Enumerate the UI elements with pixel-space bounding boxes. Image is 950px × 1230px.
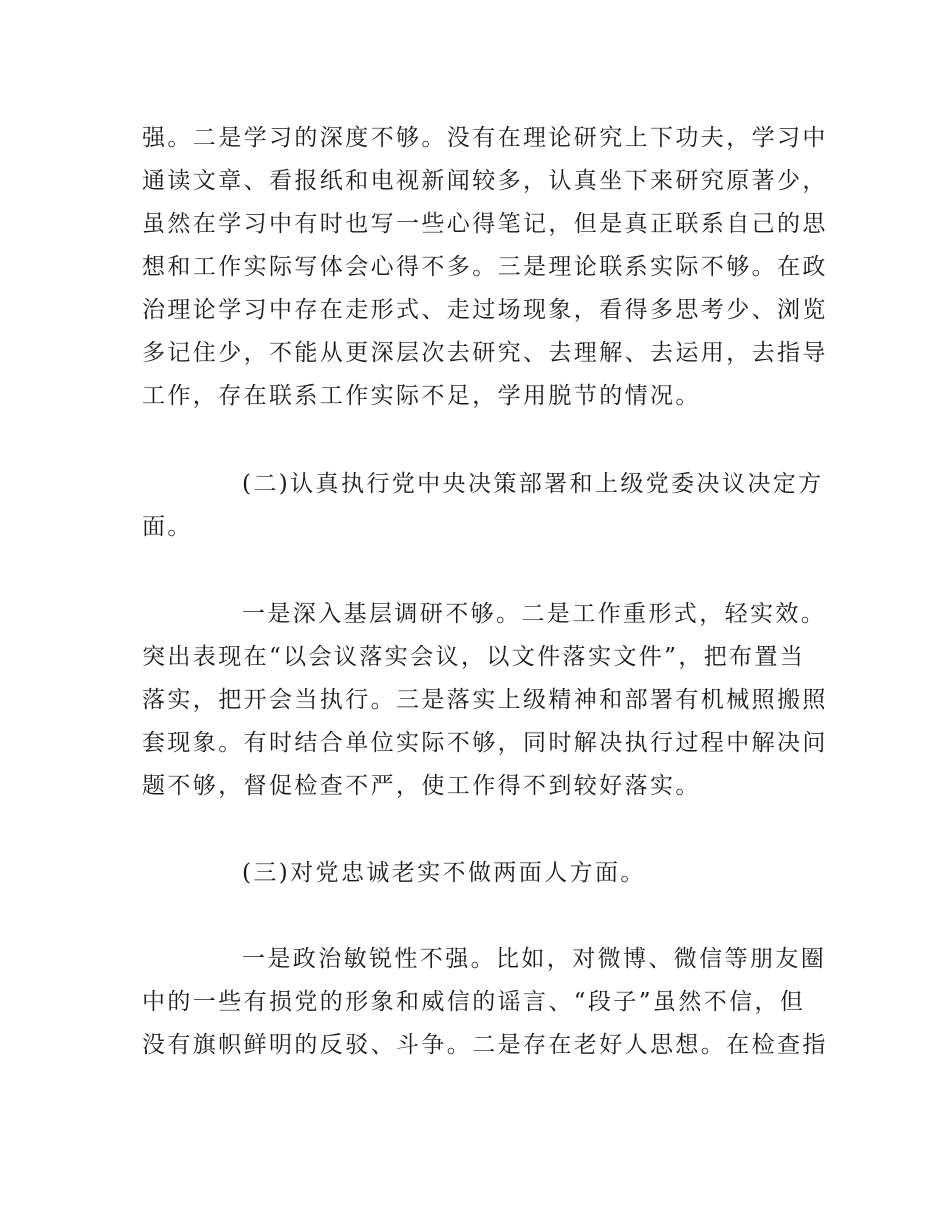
text-line: 突出表现在“以会议落实会议，以文件落实文件”，把布置当 [142,644,806,670]
text-line: 多记住少，不能从更深层次去研究、去理解、去运用，去指导 [142,340,828,366]
text-line: 一是深入基层调研不够。二是工作重形式，轻实效。 [242,601,827,627]
paragraph-loyalty [142,938,828,1067]
text-line: 强。二是学习的深度不够。没有在理论研究上下功夫，学习中 [142,125,828,151]
text-line: 工作，存在联系工作实际不足，学用脱节的情况。 [142,383,701,409]
heading-line: (三)对党忠诚老实不做两面人方面。 [242,860,646,886]
text-line: 中的一些有损党的形象和威信的谣言、“段子”虽然不信，但 [142,989,806,1015]
text-line: 一是政治敏锐性不强。比如，对微博、微信等朋友圈 [242,946,827,972]
text-line: 题不够，督促检查不严，使工作得不到较好落实。 [142,773,701,799]
section-heading-3 [142,852,822,895]
text-line: 没有旗帜鲜明的反驳、斗争。二是存在老好人思想。在检查指 [142,1032,828,1058]
text-line: 治理论学习中存在走形式、走过场现象，看得多思考少、浏览 [142,297,828,323]
paragraph-study-depth [142,117,828,418]
text-line: 落实，把开会当执行。三是落实上级精神和部署有机械照搬照 [142,687,828,713]
text-line: 想和工作实际写体会心得不多。三是理论联系实际不够。在政 [142,254,828,280]
text-line: 虽然在学习中有时也写一些心得笔记，但是真正联系自己的思 [142,211,828,237]
text-line: 通读文章、看报纸和电视新闻较多，认真坐下来研究原著少， [142,168,828,194]
heading-line: 面。 [142,514,193,540]
paragraph-execution [142,593,828,808]
heading-line: (二)认真执行党中央决策部署和上级党委决议决定方 [242,471,824,497]
section-heading-2 [142,463,822,549]
text-line: 套现象。有时结合单位实际不够，同时解决执行过程中解决问 [142,730,828,756]
